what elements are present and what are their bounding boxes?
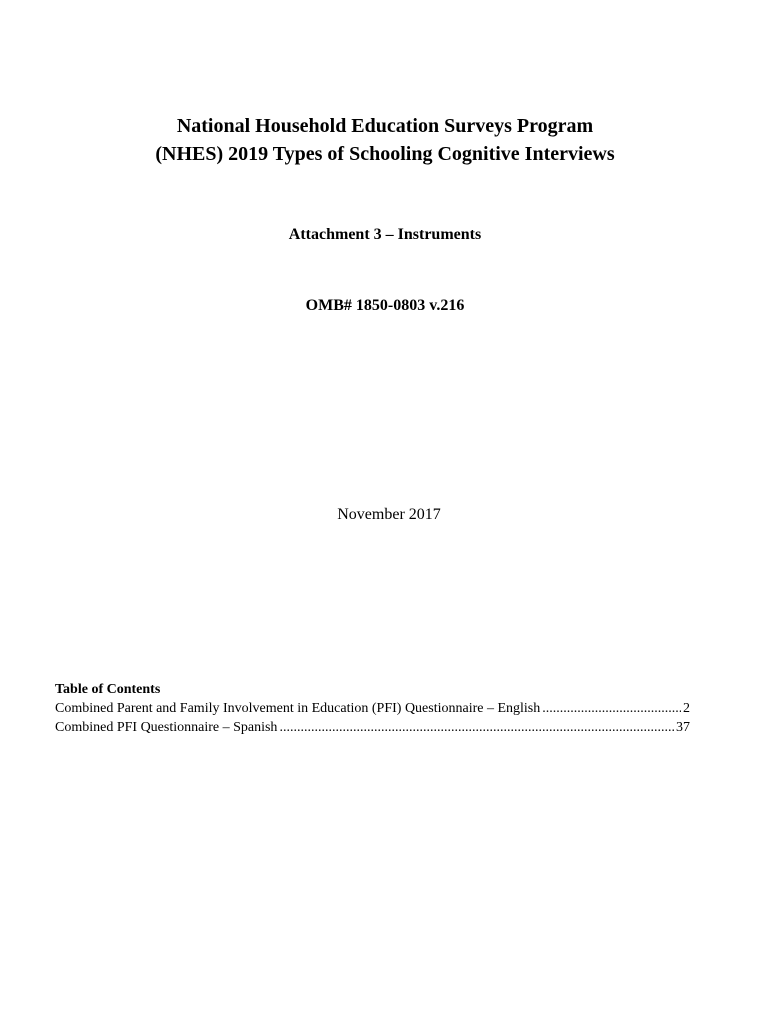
document-title-line-1: National Household Education Surveys Program	[176, 115, 594, 137]
omb-number: OMB# 1850-0803 v.216	[305, 297, 465, 314]
toc-entry-spanish[interactable]	[55, 718, 690, 737]
toc-entry-english[interactable]	[55, 699, 690, 718]
toc-entry-label: Combined PFI Questionnaire – Spanish	[55, 720, 278, 735]
table-of-contents	[55, 680, 690, 737]
document-title-line-2: (NHES) 2019 Types of Schooling Cognitive Interviews	[155, 143, 615, 165]
toc-entry-page: 2	[683, 701, 690, 716]
toc-entry-page: 37	[676, 720, 690, 735]
toc-heading: Table of Contents	[55, 682, 161, 697]
document-date: November 2017	[337, 506, 441, 523]
toc-entry-label: Combined Parent and Family Involvement in Education (PFI) Questionnaire – English	[55, 701, 541, 716]
attachment-heading: Attachment 3 – Instruments	[288, 226, 482, 243]
toc-dot-leader	[542, 699, 681, 718]
toc-dot-leader	[279, 718, 674, 737]
